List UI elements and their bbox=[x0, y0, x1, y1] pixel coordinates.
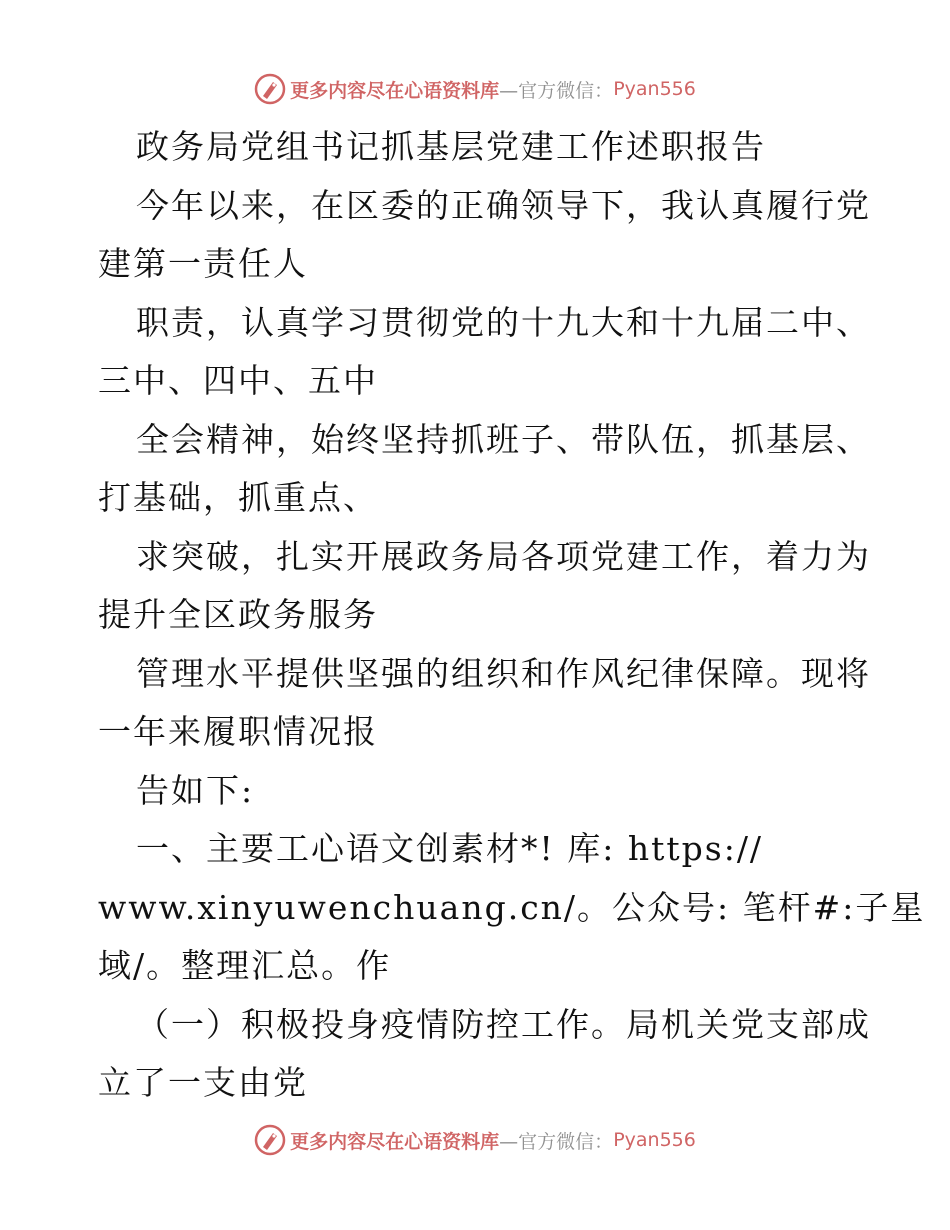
text-line: （一）积极投身疫情防控工作。局机关党支部成 bbox=[136, 1004, 871, 1044]
document-body bbox=[98, 118, 926, 1113]
text-line: 一、主要工心语文创素材*! 库: https:// bbox=[136, 829, 764, 868]
footer-watermark bbox=[0, 1120, 950, 1160]
header-watermark bbox=[0, 69, 950, 109]
text-line: www.xinyuwenchuang.cn/。公众号: 笔杆#:子星 bbox=[98, 887, 926, 927]
text-line: 求突破，扎实开展政务局各项党建工作，着力为 bbox=[136, 536, 871, 576]
text-line: 打基础，抓重点、 bbox=[98, 478, 378, 517]
text-line: 域/。整理汇总。作 bbox=[98, 946, 392, 985]
watermark-account: Pyan556 bbox=[613, 78, 696, 100]
text-line: 职责，认真学习贯彻党的十九大和十九届二中、 bbox=[136, 302, 871, 342]
text-line: 建第一责任人 bbox=[98, 244, 308, 283]
text-line: 全会精神，始终坚持抓班子、带队伍，抓基层、 bbox=[136, 419, 871, 459]
watermark-sub-text: —官方微信： bbox=[499, 1130, 614, 1153]
text-line: 管理水平提供坚强的组织和作风纪律保障。现将 bbox=[136, 653, 871, 693]
text-line: 今年以来，在区委的正确领导下，我认真履行党 bbox=[136, 185, 871, 225]
watermark-main-text: 更多内容尽在心语资料库 bbox=[290, 79, 500, 102]
text-line: 告如下: bbox=[136, 770, 255, 810]
watermark-account: Pyan556 bbox=[613, 1129, 696, 1151]
watermark-main-text: 更多内容尽在心语资料库 bbox=[290, 1130, 500, 1153]
watermark-sub-text: —官方微信： bbox=[499, 79, 614, 102]
text-line: 提升全区政务服务 bbox=[98, 595, 378, 634]
text-line: 立了一支由党 bbox=[98, 1063, 308, 1102]
pen-nib-icon bbox=[254, 73, 286, 105]
pen-nib-icon bbox=[254, 1124, 286, 1156]
text-line: 政务局党组书记抓基层党建工作述职报告 bbox=[136, 127, 766, 166]
text-line: 一年来履职情况报 bbox=[98, 712, 378, 751]
text-line: 三中、四中、五中 bbox=[98, 361, 378, 400]
